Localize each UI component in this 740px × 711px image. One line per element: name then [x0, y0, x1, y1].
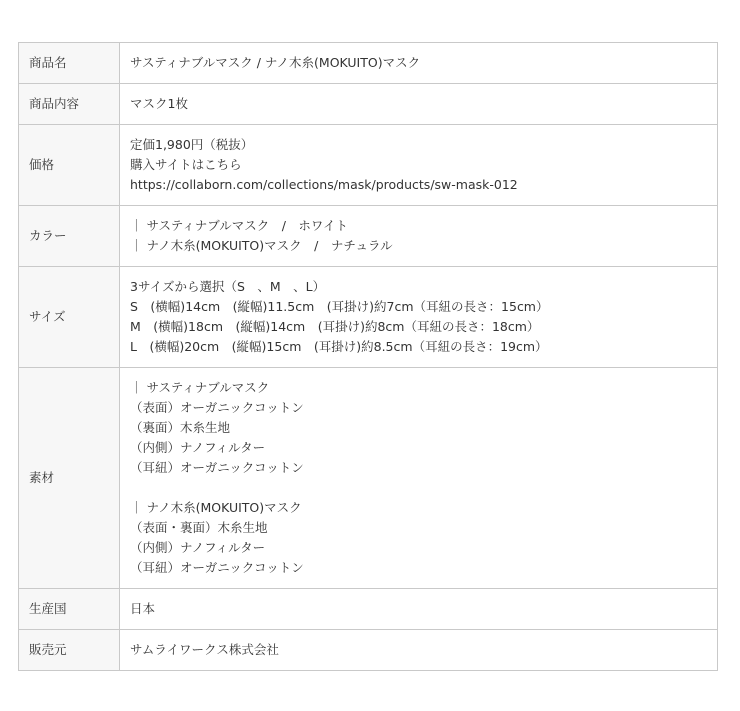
- row-label: 商品内容: [19, 84, 120, 125]
- value-line: （裏面）木糸生地: [130, 420, 231, 435]
- row-label: 販売元: [19, 630, 120, 671]
- value-line: （表面）オーガニックコットン: [130, 400, 304, 415]
- value-line: （表面・裏面）木糸生地: [130, 520, 268, 535]
- product-spec-table: [18, 42, 718, 671]
- row-label: カラー: [19, 206, 120, 267]
- purchase-site-link[interactable]: 購入サイトはこちら: [130, 157, 242, 172]
- row-label: サイズ: [19, 267, 120, 368]
- spec-row-contents: [19, 84, 718, 125]
- value-line: マスク1枚: [130, 96, 188, 111]
- spec-row-origin: [19, 589, 718, 630]
- row-value: [120, 630, 718, 671]
- value-line: ｜ サスティナブルマスク / ホワイト: [130, 218, 349, 233]
- value-line: サムライワークス株式会社: [130, 642, 279, 657]
- value-line: （内側）ナノフィルター: [130, 440, 266, 455]
- spec-row-seller: [19, 630, 718, 671]
- row-value: [120, 206, 718, 267]
- value-line: サスティナブルマスク / ナノ木糸(MOKUITO)マスク: [130, 55, 421, 70]
- spec-row-size: [19, 267, 718, 368]
- value-line: S (横幅)14cm (縦幅)11.5cm (耳掛け)約7cm（耳紐の長さ：15cm）: [130, 299, 549, 314]
- row-value: [120, 43, 718, 84]
- row-value: [120, 125, 718, 206]
- row-label: 商品名: [19, 43, 120, 84]
- spec-row-price: [19, 125, 718, 206]
- spec-row-color: [19, 206, 718, 267]
- value-line: 3サイズから選択（S 、M 、L）: [130, 279, 326, 294]
- value-line: 定価1,980円（税抜）: [130, 137, 254, 152]
- row-value: [120, 267, 718, 368]
- value-line: ｜ ナノ木糸(MOKUITO)マスク / ナチュラル: [130, 238, 393, 253]
- row-value: [120, 368, 718, 589]
- value-line: （耳紐）オーガニックコットン: [130, 560, 304, 575]
- row-value: [120, 84, 718, 125]
- row-label: 素材: [19, 368, 120, 589]
- spec-row-product-name: [19, 43, 718, 84]
- row-value: [120, 589, 718, 630]
- value-line: （内側）ナノフィルター: [130, 540, 266, 555]
- purchase-url-link[interactable]: https://collaborn.com/collections/mask/products/sw-mask-012: [130, 177, 518, 192]
- row-label: 生産国: [19, 589, 120, 630]
- value-line: 日本: [130, 601, 156, 616]
- row-label: 価格: [19, 125, 120, 206]
- value-line: ｜ ナノ木糸(MOKUITO)マスク: [130, 500, 302, 515]
- value-line: M (横幅)18cm (縦幅)14cm (耳掛け)約8cm（耳紐の長さ：18cm）: [130, 319, 540, 334]
- value-line: （耳紐）オーガニックコットン: [130, 460, 304, 475]
- blank-line: [130, 478, 707, 498]
- value-line: L (横幅)20cm (縦幅)15cm (耳掛け)約8.5cm（耳紐の長さ：19cm）: [130, 339, 548, 354]
- spec-row-material: [19, 368, 718, 589]
- value-line: ｜ サスティナブルマスク: [130, 380, 270, 395]
